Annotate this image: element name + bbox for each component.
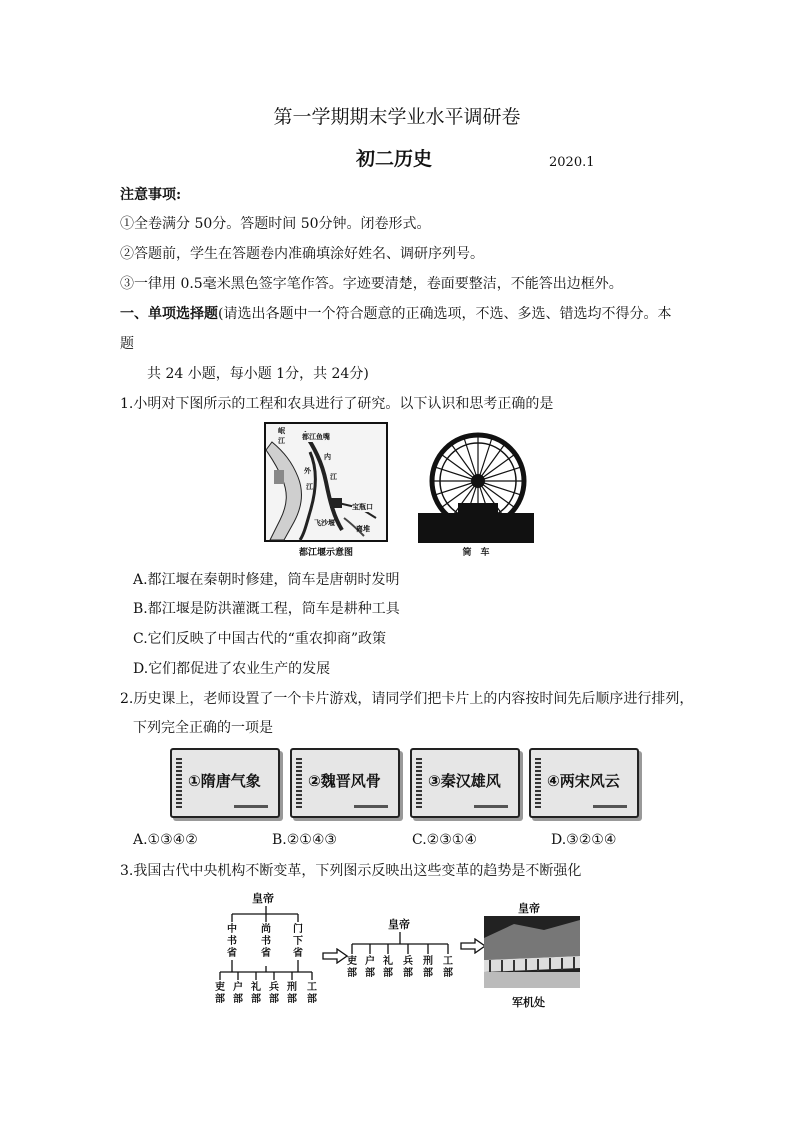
q3-stem: 3.我国古代中央机构不断变革，下列图示反映出这些变革的趋势是不断强化 (120, 863, 582, 879)
section-heading: 一、单项选择题 (120, 306, 218, 322)
ministry-hu: 户部 (233, 982, 243, 1005)
card-wei-jin (290, 748, 400, 818)
exam-date: 2020.1 (549, 155, 595, 170)
card-spine-icon (416, 758, 422, 808)
card-liang-song (529, 748, 639, 818)
q1-option-a: A.都江堰在秦朝时修建，筒车是唐朝时发明 (133, 572, 400, 588)
map-label-wai: 外 (304, 466, 311, 475)
map-label-jiang3: 江 (330, 472, 337, 481)
notice-heading: 注意事项: (120, 187, 182, 203)
junjichu-caption: 军机处 (512, 996, 545, 1009)
dept-menxia: 门下省 (293, 924, 303, 959)
sansheng-liubu-diagram (208, 888, 324, 1020)
ministry-hu: 户部 (365, 956, 375, 979)
subject-title: 初二历史 (356, 148, 433, 170)
section-instruction-line2: 共 24 小题，每小题 1分，共 24分) (147, 366, 369, 382)
card-qin-han (410, 748, 520, 818)
ministry-gong: 工部 (307, 982, 317, 1005)
water-wheel-image (418, 425, 534, 543)
ministry-li: 吏部 (215, 982, 225, 1005)
ministry-li2: 礼部 (251, 982, 261, 1005)
map-label-feishayan: 飞沙堰 (314, 518, 335, 527)
q1-stem: 1.小明对下图所示的工程和农具进行了研究。以下认识和思考正确的是 (120, 396, 554, 412)
map-label-lidui: 离堆 (356, 524, 370, 533)
q2-option-a: A.①③④② (133, 832, 198, 848)
dept-zhongshu: 中书省 (227, 924, 237, 959)
dujiangyan-map (264, 422, 388, 542)
card-footer-mark (234, 805, 268, 808)
notice-item-2: ②答题前，学生在答题卷内准确填涂好姓名、调研序列号。 (120, 246, 484, 262)
card-label: ①隋唐气象 (188, 772, 261, 790)
ministry-li2: 礼部 (383, 956, 393, 979)
card-label: ②魏晋风骨 (308, 772, 381, 790)
map-caption: 都江堰示意图 (298, 548, 353, 558)
q1-option-c: C.它们反映了中国古代的“重农抑商”政策 (133, 631, 386, 647)
junjichu-diagram (484, 900, 580, 1010)
diagram3-emperor: 皇帝 (518, 902, 540, 915)
card-spine-icon (535, 758, 541, 808)
ministry-bing: 兵部 (403, 956, 413, 979)
q2-option-d: D.③②①④ (551, 832, 617, 848)
card-spine-icon (176, 758, 182, 808)
q1-option-b: B.都江堰是防洪灌溉工程，筒车是耕种工具 (133, 601, 400, 617)
map-label-jiang2: 江 (306, 482, 313, 491)
map-label-baopingkou: 宝瓶口 (352, 502, 373, 511)
q2-stem-line2: 下列完全正确的一项是 (133, 720, 273, 736)
page-title: 第一学期期末学业水平调研卷 (273, 106, 521, 128)
section-header (120, 305, 671, 323)
map-label-jiang: 江 (278, 436, 285, 445)
q2-stem-line1: 2.历史课上，老师设置了一个卡片游戏，请同学们把卡片上的内容按时间先后顺序进行排列， (120, 691, 694, 707)
card-spine-icon (296, 758, 302, 808)
map-label-nei: 内 (324, 452, 331, 461)
q2-option-b: B.②①④③ (272, 832, 337, 848)
notice-item-3: ③一律用 0.5毫米黑色签字笔作答。字迹要清楚，卷面要整洁，不能答出边框外。 (120, 276, 623, 292)
q2-option-c: C.②③①④ (412, 832, 477, 848)
junjichu-photo (484, 916, 580, 988)
ministry-li: 吏部 (347, 956, 357, 979)
map-label-yuzui: 都江鱼嘴 (302, 432, 330, 441)
notice-item-1: ①全卷满分 50分。答题时间 50分钟。闭卷形式。 (120, 216, 431, 232)
ministry-bing: 兵部 (269, 982, 279, 1005)
card-footer-mark (474, 805, 508, 808)
card-footer-mark (593, 805, 627, 808)
card-label: ③秦汉雄风 (428, 772, 501, 790)
section-instruction-wrap: 题 (120, 336, 134, 352)
ministry-gong: 工部 (443, 956, 453, 979)
card-footer-mark (354, 805, 388, 808)
diagram1-emperor: 皇帝 (252, 892, 274, 905)
section-instruction: (请选出各题中一个符合题意的正确选项，不选、多选、错选均不得分。本 (218, 306, 672, 322)
card-sui-tang (170, 748, 280, 818)
q1-option-d: D.它们都促进了农业生产的发展 (133, 661, 331, 677)
ministry-xing: 刑部 (423, 956, 433, 979)
arrow-right-icon (460, 938, 486, 954)
ministry-xing: 刑部 (287, 982, 297, 1005)
wheel-caption: 筒 车 (462, 548, 490, 558)
diagram2-emperor: 皇帝 (388, 918, 410, 931)
card-label: ④两宋风云 (547, 772, 620, 790)
dept-shangshu: 尚书省 (261, 924, 271, 959)
emperor-liubu-diagram (344, 914, 456, 998)
map-label-min: 岷 (278, 426, 285, 435)
